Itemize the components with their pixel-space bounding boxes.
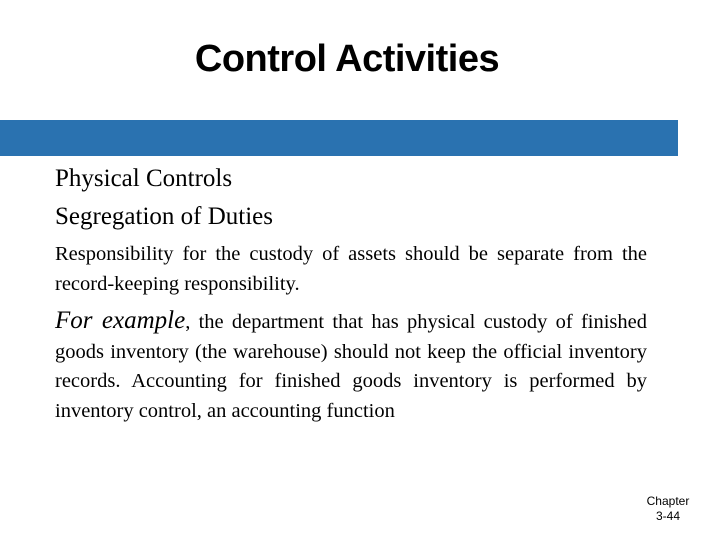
bullet-physical-controls: Physical Controls	[55, 165, 233, 192]
paragraph-responsibility: Responsibility for the custody of assets should be separate from the record-keeping responsibility.	[55, 243, 647, 295]
footer-chapter-label: Chapter	[646, 494, 690, 508]
example-text: , the department that has physical custody of finished goods inventory (the warehouse) should not keep the official inventory records. Accounting for finished goods inventory is performed by inventory control, an accounting function	[55, 311, 647, 422]
example-lead: For example	[55, 307, 186, 334]
slide-title: Control Activities	[194, 38, 500, 80]
footer-page-number: 3-44	[655, 509, 681, 523]
bullet-segregation-of-duties: Segregation of Duties	[55, 203, 274, 230]
paragraph-example	[55, 306, 647, 426]
chapter-footer	[636, 494, 700, 524]
accent-bar	[0, 120, 678, 156]
